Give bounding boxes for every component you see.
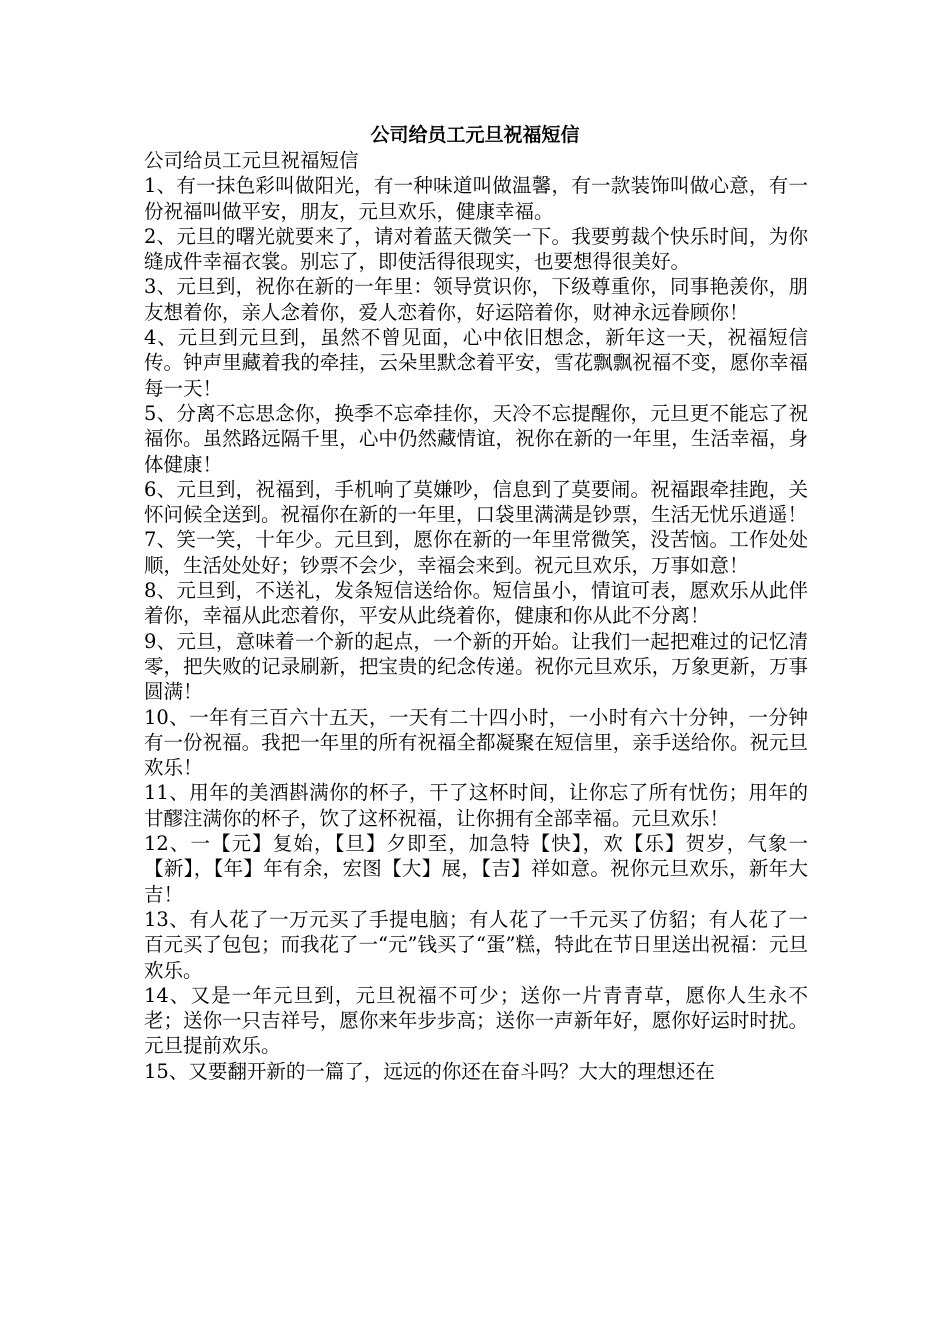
paragraph-15: 15、又要翻开新的一篇了，远远的你还在奋斗吗？大大的理想还在 <box>144 1059 715 1083</box>
paragraph-4: 4、元旦到元旦到，虽然不曾见面，心中依旧想念，新年这一天，祝福短信传。钟声里藏着我的牵挂，云朵里默念着平安，雪花飘飘祝福不变，愿你幸福每一天！ <box>144 326 808 400</box>
paragraph-13: 13、有人花了一万元买了手提电脑；有人花了一千元买了仿貂；有人花了一百元买了包包；而我花了一“元”钱买了“蛋”糕，特此在节日里送出祝福：元旦欢乐。 <box>144 907 808 982</box>
paragraph-12: 12、一【元】复始，【旦】夕即至，加急特【快】，欢【乐】贺岁，气象一【新】，【年】年有余，宏图【大】展，【吉】祥如意。祝你元旦欢乐，新年大吉！ <box>144 832 808 906</box>
document-title: 公司给员工元旦祝福短信 <box>370 124 580 146</box>
paragraph-8: 8、元旦到，不送礼，发条短信送给你。短信虽小，情谊可表，愿欢乐从此伴着你，幸福从此恋着你，平安从此绕着你，健康和你从此不分离！ <box>144 579 808 628</box>
paragraph-1: 1、有一抹色彩叫做阳光，有一种味道叫做温馨，有一款装饰叫做心意，有一份祝福叫做平安，朋友，元旦欢乐，健康幸福。 <box>144 174 808 223</box>
paragraph-14: 14、又是一年元旦到，元旦祝福不可少；送你一片青青草，愿你人生永不老；送你一只吉祥号，愿你来年步步高；送你一声新年好，愿你好运时时扰。元旦提前欢乐。 <box>144 983 808 1058</box>
paragraph-5: 5、分离不忘思念你，换季不忘牵挂你，天冷不忘提醒你，元旦更不能忘了祝福你。虽然路远隔千里，心中仍然藏情谊，祝你在新的一年里，生活幸福，身体健康！ <box>144 401 808 476</box>
paragraph-7: 7、笑一笑，十年少。元旦到，愿你在新的一年里常微笑，没苦恼。工作处处顺，生活处处好；钞票不会少，幸福会来到。祝元旦欢乐，万事如意！ <box>144 528 808 577</box>
paragraph-2: 2、元旦的曙光就要来了，请对着蓝天微笑一下。我要剪裁个快乐时间，为你缝成件幸福衣裳。别忘了，即使活得很现实，也要想得很美好。 <box>144 224 808 274</box>
paragraph-11: 11、用年的美酒斟满你的杯子，干了这杯时间，让你忘了所有忧伤；用年的甘醪注满你的杯子，饮了这杯祝福，让你拥有全部幸福。元旦欢乐！ <box>144 781 808 830</box>
paragraph-9: 9、元旦，意味着一个新的起点，一个新的开始。让我们一起把难过的记忆清零，把失败的记录刷新，把宝贵的纪念传递。祝你元旦欢乐，万象更新，万事圆满！ <box>144 629 808 704</box>
paragraph-10: 10、一年有三百六十五天，一天有二十四小时，一小时有六十分钟，一分钟有一份祝福。我把一年里的所有祝福全都凝聚在短信里，亲手送给你。祝元旦欢乐！ <box>144 705 808 780</box>
paragraph-6: 6、元旦到，祝福到，手机响了莫嫌吵，信息到了莫要闹。祝福跟牵挂跑，关怀问候全送到。祝福你在新的一年里，口袋里满满是钞票，生活无忧乐逍遥！ <box>144 477 808 527</box>
paragraph-heading: 公司给员工元旦祝福短信 <box>144 149 359 172</box>
paragraph-3: 3、元旦到，祝你在新的一年里：领导赏识你，下级尊重你，同事艳羡你，朋友想着你，亲人念着你，爱人恋着你，好运陪着你，财神永远眷顾你！ <box>144 275 808 324</box>
document-body <box>144 148 808 1084</box>
